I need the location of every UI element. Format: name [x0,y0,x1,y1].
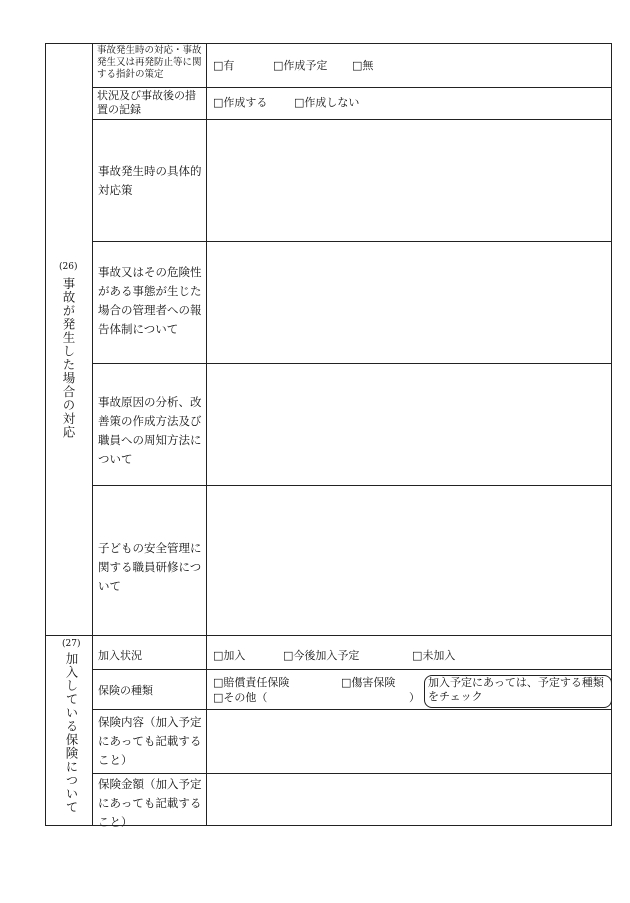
option-no[interactable]: □無 [352,59,374,72]
row-label-coverage: 保険内容（加入予定にあっても記載すること） [98,715,202,767]
row-label-measure-record: 状況及び事故後の措置の記録 [97,89,196,116]
row-divider [92,669,612,670]
option-plan-to-enroll[interactable]: □今後加入予定 [283,649,360,662]
row-label-accident-guideline: 事故発生時の対応・事故発生又は再発防止等に関する指針の策定 [97,45,202,80]
accident-insurance-form [45,43,612,829]
row-label-insurance-type: 保険の種類 [98,684,153,697]
other-insurance-input[interactable] [279,691,407,705]
section-27-title: 加入している保険について [64,652,79,814]
option-not-create[interactable]: □作成しない [294,96,360,109]
other-close-paren: ） [409,691,420,704]
report-system-field[interactable] [207,242,612,363]
option-enrolled[interactable]: □加入 [213,649,246,662]
option-not-enrolled[interactable]: □未加入 [412,649,456,662]
section-26-title: 事故が発生した場合の対応 [61,277,76,439]
coverage-field[interactable] [207,710,612,773]
row-label-amount: 保険金額（加入予定にあっても記載すること） [98,777,202,829]
option-yes[interactable]: □有 [213,59,235,72]
section-26-number: (26) [59,262,78,272]
section-27-number: (27) [62,639,81,649]
row-label-safety-training: 子どもの安全管理に関する職員研修について [98,541,202,593]
safety-training-field[interactable] [207,486,612,635]
row-label-response-plan: 事故発生時の具体的対応策 [98,164,202,197]
cause-analysis-field[interactable] [207,364,612,485]
option-create[interactable]: □作成する [213,96,268,109]
amount-field[interactable] [207,774,612,826]
option-planned[interactable]: □作成予定 [273,59,328,72]
row-label-report-system: 事故又はその危険性がある事態が生じた場合の管理者への報告体制について [98,265,202,336]
section-divider [46,635,612,636]
row-label-enrollment: 加入状況 [98,649,142,662]
option-accident-insurance[interactable]: □傷害保険 [341,676,396,689]
row-label-cause-analysis: 事故原因の分析、改善策の作成方法及び職員への周知方法について [98,395,202,466]
row-divider [92,87,612,88]
option-other[interactable]: □その他（ [213,691,268,704]
insurance-type-note: 加入予定にあっては、予定する種類をチェック [428,676,604,703]
option-liability-insurance[interactable]: □賠償責任保険 [213,676,290,689]
response-plan-field[interactable] [207,120,612,241]
